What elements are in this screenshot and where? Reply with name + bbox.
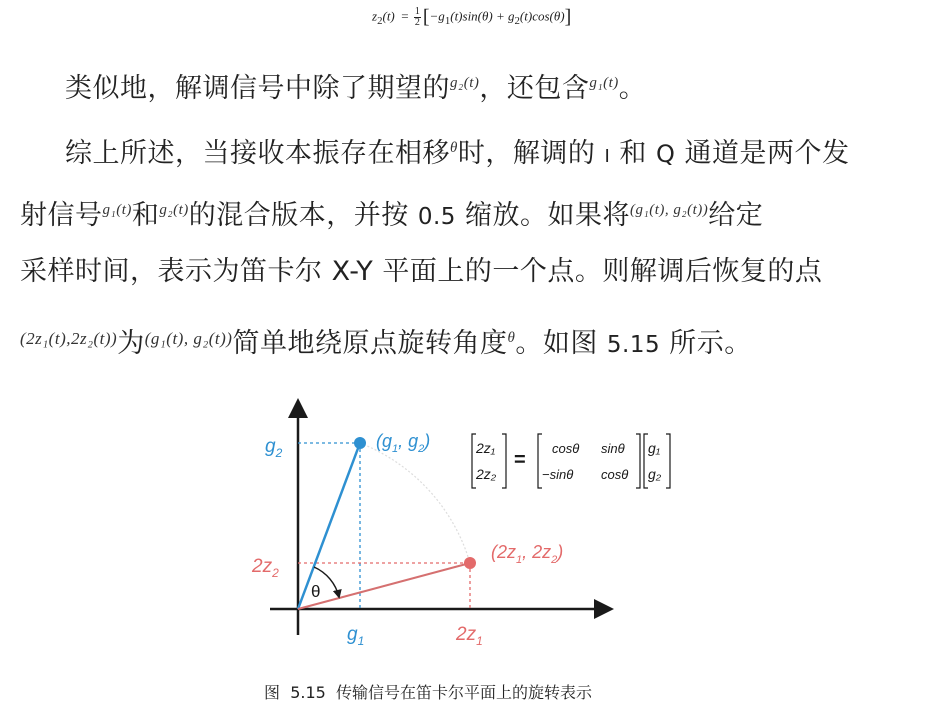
para1-sym-g2: g₂(t) bbox=[450, 75, 480, 91]
matrix-lhs-bot: 2z₂ bbox=[476, 466, 497, 482]
eq-term1: −g bbox=[429, 8, 445, 24]
para2-line2-b: 和 bbox=[131, 200, 160, 231]
para2-line2-c: 的混合版本，并按 bbox=[188, 200, 409, 231]
matrix-lhs-top: 2z₁ bbox=[476, 440, 496, 456]
label-theta: θ bbox=[311, 582, 321, 601]
eq-equals: = bbox=[401, 8, 409, 24]
eq-frac-den: 2 bbox=[414, 17, 420, 28]
para2-pair: (g₁(t), g₂(t)) bbox=[630, 202, 709, 218]
para2-line4-a: 为 bbox=[117, 328, 145, 359]
eq-bracket-close: ] bbox=[564, 6, 572, 28]
matrix-equation bbox=[472, 434, 670, 488]
para2-fig-ref: 5.15 bbox=[606, 332, 661, 358]
caption-num: 5.15 bbox=[290, 683, 326, 702]
para2-theta: θ bbox=[450, 140, 458, 156]
matrix-rhs-top: g₁ bbox=[648, 440, 661, 456]
eq-term1-rest: (t)sin(θ) + g bbox=[450, 8, 515, 24]
para2-q-channel: Q bbox=[655, 140, 676, 168]
eq-lhs-arg: (t) bbox=[382, 8, 395, 24]
para2-line3: 采样时间，表示为笛卡尔 X-Y 平面上的一个点。则解调后恢复的点 bbox=[20, 256, 823, 287]
matrix-m21: −sinθ bbox=[542, 467, 574, 482]
matrix-m22: cosθ bbox=[601, 467, 629, 482]
eq-lhs-sub: 2 bbox=[377, 15, 383, 28]
eq-term1-sub: 1 bbox=[444, 15, 451, 28]
para2-line4-theta: θ bbox=[507, 330, 516, 346]
matrix-rhs-bot: g₂ bbox=[648, 466, 662, 482]
matrix-m11: cosθ bbox=[552, 441, 580, 456]
para2-line4-b: 简单地绕原点旋转角度 bbox=[232, 328, 508, 359]
para1-sym-g1: g₁(t) bbox=[589, 75, 619, 91]
para1-text-a: 类似地，解调信号中除了期望的 bbox=[65, 73, 450, 104]
eq-term2-rest: (t)cos(θ) bbox=[519, 8, 565, 24]
para2-line4-pair1: (2z₁(t),2z₂(t)) bbox=[20, 329, 118, 348]
eq-bracket-open: [ bbox=[422, 6, 430, 28]
figure-caption bbox=[264, 680, 592, 703]
para2-line1-b: 时，解调的 bbox=[457, 138, 596, 169]
rotation-arc bbox=[360, 443, 470, 563]
label-g1: $g_1$ bbox=[347, 624, 365, 648]
eq-lhs: z bbox=[372, 8, 378, 24]
para2-line2-d: 缩放。如果将 bbox=[465, 200, 631, 231]
label-point-z: ($2z_1$, $2z_2$) bbox=[491, 542, 564, 566]
eq-frac-num: 1 bbox=[414, 6, 420, 17]
para2-line2-a: 射信号 bbox=[20, 200, 103, 231]
vector-z bbox=[298, 563, 470, 609]
label-g2: $g_2$ bbox=[265, 436, 283, 460]
point-g bbox=[354, 437, 366, 449]
para2-line4-c: 。如图 bbox=[515, 328, 598, 359]
para2-line1-a: 综上所述，当接收本振存在相移 bbox=[65, 138, 450, 169]
caption-text: 传输信号在笛卡尔平面上的旋转表示 bbox=[335, 683, 592, 702]
label-point-g: ($g_1$, $g_2$) bbox=[376, 431, 431, 455]
eq-term2-sub: 2 bbox=[514, 15, 520, 28]
para2-scale: 0.5 bbox=[417, 204, 456, 230]
label-2z1: $2z_1$ bbox=[456, 624, 483, 648]
para2-g2t: g₂(t) bbox=[159, 202, 189, 218]
para2-line1-d: 通道是两个发 bbox=[684, 138, 850, 169]
para2-g1t: g₁(t) bbox=[102, 202, 132, 218]
para2-line4-d: 所示。 bbox=[669, 328, 752, 359]
matrix-equals: = bbox=[514, 449, 526, 471]
label-2z2: $2z_2$ bbox=[252, 556, 279, 580]
para2-line4-pair2: (g₁(t), g₂(t)) bbox=[144, 329, 233, 348]
para1-text-c: 。 bbox=[618, 73, 647, 104]
para2-line1-c: 和 bbox=[619, 138, 647, 169]
para2-line2-e: 给定 bbox=[708, 200, 764, 231]
para2-i-channel: I bbox=[604, 146, 611, 167]
point-z bbox=[464, 557, 476, 569]
vector-g bbox=[298, 443, 360, 609]
caption-fig: 图 bbox=[264, 683, 281, 702]
matrix-m12: sinθ bbox=[601, 441, 625, 456]
para1-text-b: ，还包含 bbox=[479, 73, 590, 104]
